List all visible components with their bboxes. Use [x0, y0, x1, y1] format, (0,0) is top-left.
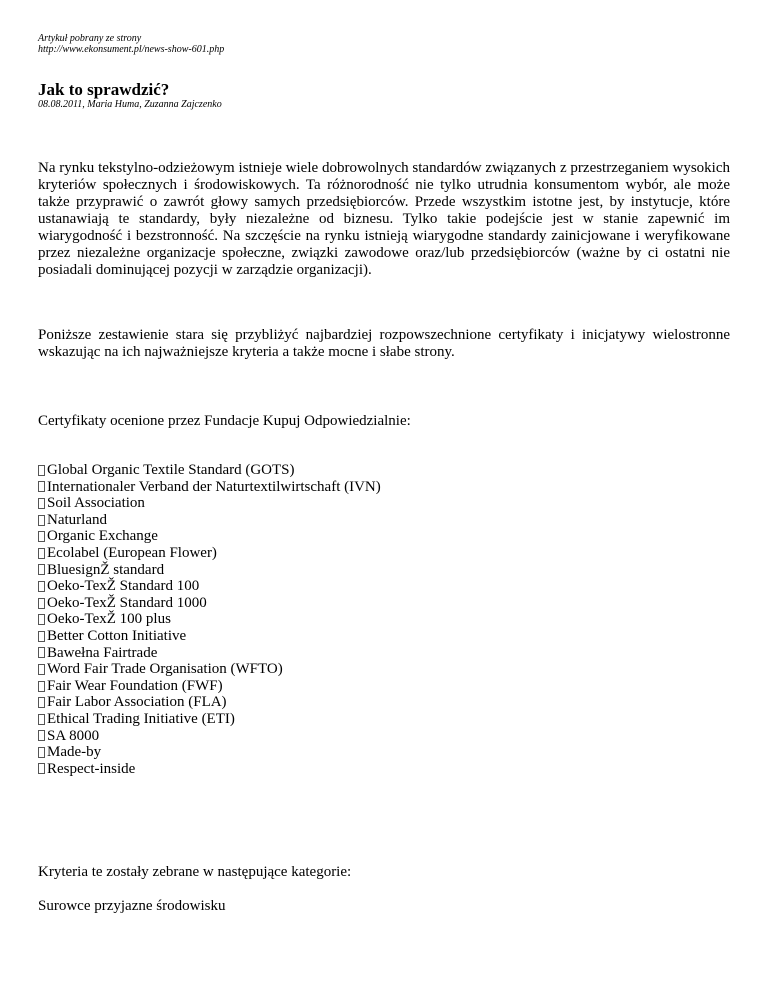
- list-item: Ethical Trading Initiative (ETI): [38, 711, 381, 728]
- missing-glyph-box-icon: [38, 681, 45, 692]
- missing-glyph-box-icon: [38, 647, 45, 658]
- list-item: Bawełna Fairtrade: [38, 645, 381, 662]
- list-item: Word Fair Trade Organisation (WFTO): [38, 661, 381, 678]
- missing-glyph-box-icon: [38, 730, 45, 741]
- overview-paragraph: Poniższe zestawienie stara się przybliżyć najbardziej rozpowszechnione certyfikaty i inicjatywy wielostronne wskazując na ich najważniejsze kryteria a także mocne i słabe strony.: [38, 327, 730, 360]
- list-item: Oeko-TexŽ Standard 100: [38, 578, 381, 595]
- certificates-heading: Certyfikaty ocenione przez Fundacje Kupuj Odpowiedzialnie:: [38, 413, 411, 429]
- source-url: http://www.ekonsument.pl/news-show-601.php: [38, 44, 225, 55]
- missing-glyph-box-icon: [38, 697, 45, 708]
- missing-glyph-box-icon: [38, 481, 45, 492]
- missing-glyph-box-icon: [38, 763, 45, 774]
- list-item: Better Cotton Initiative: [38, 628, 381, 645]
- list-item: Soil Association: [38, 495, 381, 512]
- category-environment: Surowce przyjazne środowisku: [38, 898, 226, 914]
- article-title: Jak to sprawdzić?: [38, 80, 170, 99]
- missing-glyph-box-icon: [38, 714, 45, 725]
- list-item: Fair Labor Association (FLA): [38, 694, 381, 711]
- list-item: SA 8000: [38, 728, 381, 745]
- missing-glyph-box-icon: [38, 664, 45, 675]
- missing-glyph-box-icon: [38, 631, 45, 642]
- list-item: Internationaler Verband der Naturtextilwirtschaft (IVN): [38, 479, 381, 496]
- list-item: Oeko-TexŽ Standard 1000: [38, 595, 381, 612]
- missing-glyph-box-icon: [38, 515, 45, 526]
- article-byline: 08.08.2011, Maria Huma, Zuzanna Zajczenko: [38, 99, 222, 110]
- list-item: Fair Wear Foundation (FWF): [38, 678, 381, 695]
- missing-glyph-box-icon: [38, 614, 45, 625]
- list-item: Respect-inside: [38, 761, 381, 778]
- missing-glyph-box-icon: [38, 498, 45, 509]
- list-item: Organic Exchange: [38, 528, 381, 545]
- categories-heading: Kryteria te zostały zebrane w następujące kategorie:: [38, 864, 352, 880]
- intro-paragraph: Na rynku tekstylno-odzieżowym istnieje wiele dobrowolnych standardów związanych z przestrzeganiem wysokich kryteriów społecznych i środowiskowych. Ta różnorodność nie tylko utrudnia konsumentom wybór, ale może także przyprawić o zawrót głowy samych przedsiębiorców. Przede wszystkim istotne jest, by instytucje, które ustanawiają te standardy, były niezależne od biznesu. Tylko takie podejście jest w stanie zapewnić im wiarygodność i bezstronność. Na szczęście na rynku istnieją wiarygodne standardy zainicjowane i weryfikowane przez niezależne organizacje społeczne, związki zawodowe oraz/lub przedsiębiorców (ważne by ci ostatni nie posiadali dominującej pozycji w zarządzie organizacji).: [38, 160, 730, 278]
- missing-glyph-box-icon: [38, 598, 45, 609]
- missing-glyph-box-icon: [38, 465, 45, 476]
- list-item: Made-by: [38, 744, 381, 761]
- missing-glyph-box-icon: [38, 548, 45, 559]
- missing-glyph-box-icon: [38, 747, 45, 758]
- source-label: Artykuł pobrany ze strony: [38, 33, 142, 44]
- list-item: Oeko-TexŽ 100 plus: [38, 611, 381, 628]
- missing-glyph-box-icon: [38, 564, 45, 575]
- list-item: BluesignŽ standard: [38, 562, 381, 579]
- missing-glyph-box-icon: [38, 531, 45, 542]
- source-note: [38, 33, 224, 55]
- certificate-list: [38, 462, 381, 777]
- missing-glyph-box-icon: [38, 581, 45, 592]
- list-item: Ecolabel (European Flower): [38, 545, 381, 562]
- list-item: Global Organic Textile Standard (GOTS): [38, 462, 381, 479]
- list-item: Naturland: [38, 512, 381, 529]
